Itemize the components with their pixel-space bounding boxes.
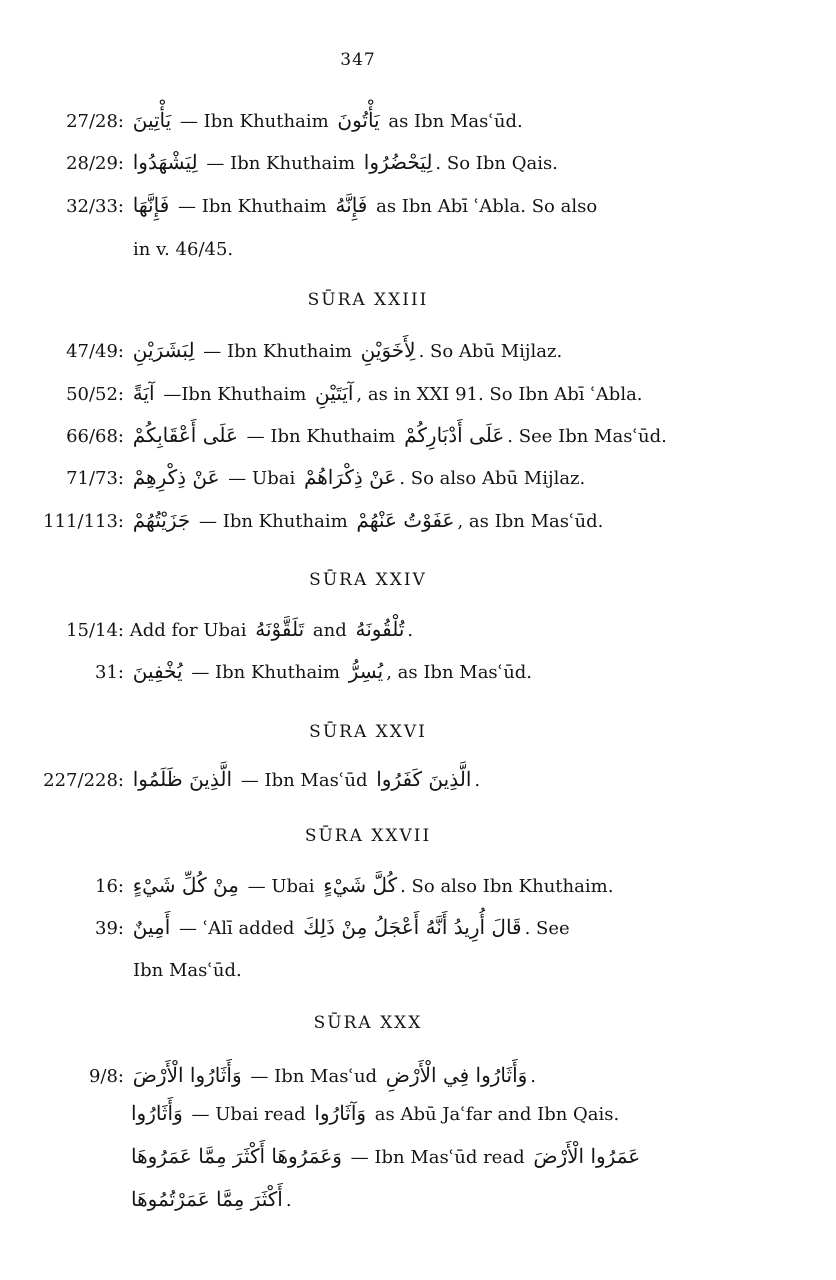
entry-text: . bbox=[530, 1066, 537, 1087]
entry-text: . So Ibn Qais. bbox=[435, 153, 558, 174]
arabic-variant: تُلْقُونَهُ bbox=[355, 617, 405, 641]
entry-text: . So Abū Mijlaz. bbox=[418, 341, 563, 362]
arabic-variant: لِيَحْضُرُوا bbox=[363, 150, 433, 174]
entry-text: — Ibn Masʿūd bbox=[235, 770, 374, 791]
entry-line bbox=[58, 462, 585, 492]
entry-text: as Abū Jaʿfar and Ibn Qais. bbox=[369, 1104, 620, 1125]
verse-ref: 16: bbox=[95, 876, 124, 897]
arabic-variant: وَآثَارُوا bbox=[314, 1101, 367, 1125]
arabic-reading: وَأَثَارُوا bbox=[131, 1101, 183, 1125]
arabic-variant: آيَتَيْنِ bbox=[315, 381, 354, 405]
arabic-variant: يَأْتُونَ bbox=[337, 108, 380, 132]
entry-text: , as in XXI 91. So Ibn Abī ʿAbla. bbox=[356, 384, 643, 405]
verse-ref: 28/29: bbox=[66, 153, 124, 174]
entry-text: — Ibn Masʿud bbox=[244, 1066, 383, 1087]
verse-ref: 111/113: bbox=[43, 511, 124, 532]
arabic-variant: كُلَّ شَيْءٍ bbox=[323, 873, 398, 897]
arabic-reading: عَنْ ذِكْرِهِمْ bbox=[132, 465, 220, 489]
sura-heading: SŪRA XXVII bbox=[304, 826, 432, 846]
arabic-reading: لِيَشْهَدُوا bbox=[132, 150, 198, 174]
arabic-reading: وَأَثَارُوا الْأَرْضَ bbox=[132, 1063, 242, 1087]
entry-text: — Ibn Khuthaim bbox=[193, 511, 354, 532]
entry-text: — Ibn Khuthaim bbox=[240, 426, 402, 447]
entry-text: — Ibn Masʿūd read bbox=[344, 1147, 531, 1168]
arabic-variant: يُسِرُّ bbox=[348, 659, 384, 683]
arabic-reading: الَّذِينَ ظَلَمُوا bbox=[132, 767, 233, 791]
verse-ref: 47/49: bbox=[66, 341, 124, 362]
entry-text: . bbox=[407, 620, 414, 641]
sura-heading: SŪRA XXVI bbox=[309, 722, 427, 742]
sura-heading: SŪRA XXIV bbox=[309, 570, 427, 590]
entry-line bbox=[58, 870, 613, 900]
arabic-reading: أَمِينٌ bbox=[132, 915, 171, 939]
entry-text: and bbox=[307, 620, 353, 641]
entry-line bbox=[40, 505, 603, 535]
entry-text: — Ubai read bbox=[185, 1104, 312, 1125]
arabic-variant: عَفَوْتُ عَنْهُمْ bbox=[356, 508, 455, 532]
entry-line bbox=[128, 1098, 619, 1128]
arabic-variant: لِأَخَوَيْنِ bbox=[360, 338, 416, 362]
verse-ref: 71/73: bbox=[66, 468, 124, 489]
entry-text: . See bbox=[524, 918, 570, 939]
entry-line bbox=[58, 190, 597, 220]
arabic-reading: آيَةً bbox=[132, 381, 155, 405]
entry-text: Add for Ubai bbox=[129, 620, 253, 641]
arabic-reading: لِبَشَرَيْنِ bbox=[132, 338, 195, 362]
entry-line bbox=[40, 764, 480, 794]
entry-line bbox=[58, 656, 532, 686]
verse-ref: 31: bbox=[95, 662, 124, 683]
entry-line bbox=[58, 614, 413, 644]
entry-text: — ʿAlī added bbox=[173, 918, 301, 939]
arabic-variant: عَمَرُوا الْأَرْضَ bbox=[533, 1144, 641, 1168]
entry-text: — Ibn Khuthaim bbox=[200, 153, 361, 174]
entry-text: . bbox=[285, 1190, 292, 1211]
entry-line bbox=[128, 1141, 643, 1171]
arabic-reading: وَعَمَرُوهَا أَكْثَرَ مِمَّا عَمَرُوهَا bbox=[131, 1144, 342, 1168]
entry-line bbox=[58, 105, 523, 135]
verse-ref: 66/68: bbox=[66, 426, 124, 447]
arabic-reading: فَإِنَّهَا bbox=[132, 193, 170, 217]
entry-text: — Ubai bbox=[241, 876, 321, 897]
arabic-variant: الَّذِينَ كَفَرُوا bbox=[376, 767, 472, 791]
entry-text: — Ibn Khuthaim bbox=[197, 341, 358, 362]
verse-ref: 32/33: bbox=[66, 196, 124, 217]
arabic-reading: يَأْتِينَ bbox=[132, 108, 172, 132]
sura-heading: SŪRA XXIII bbox=[307, 290, 429, 310]
continuation-text: Ibn Masʿūd. bbox=[133, 960, 242, 981]
entry-line bbox=[58, 1060, 536, 1090]
arabic-reading: عَلَى أَعْقَابِكُمْ bbox=[132, 423, 238, 447]
arabic-reading: أَكْثَرَ مِمَّا عَمَرْتُمُوهَا bbox=[131, 1187, 283, 1211]
entry-text: — Ubai bbox=[222, 468, 301, 489]
arabic-variant: عَنْ ذِكْرَاهُمْ bbox=[303, 465, 397, 489]
entry-text: . bbox=[474, 770, 481, 791]
entry-text: , as Ibn Masʿūd. bbox=[457, 511, 604, 532]
entry-line bbox=[58, 335, 562, 365]
entry-line bbox=[58, 147, 558, 177]
arabic-reading: مِنْ كُلِّ شَيْءٍ bbox=[132, 873, 239, 897]
entry-text: . So also Abū Mijlaz. bbox=[399, 468, 586, 489]
entry-line bbox=[58, 420, 667, 450]
entry-line bbox=[128, 1184, 292, 1214]
verse-ref: 50/52: bbox=[66, 384, 124, 405]
continuation-text: in v. 46/45. bbox=[133, 239, 234, 260]
entry-text: , as Ibn Masʿūd. bbox=[386, 662, 533, 683]
arabic-reading: جَزَيْتُهُمْ bbox=[132, 508, 191, 532]
entry-line bbox=[58, 912, 570, 942]
verse-ref: 39: bbox=[95, 918, 124, 939]
verse-ref: 27/28: bbox=[66, 111, 124, 132]
entry-text: . So also Ibn Khuthaim. bbox=[400, 876, 614, 897]
arabic-variant: وَأَثَارُوا فِي الْأَرْضِ bbox=[385, 1063, 528, 1087]
verse-ref: 9/8: bbox=[88, 1066, 124, 1087]
arabic-variant: فَإِنَّهُ bbox=[335, 193, 368, 217]
arabic-variant: قَالَ أُرِيدُ أَنَّهُ أَعْجَلُ مِنْ ذَلِكَ bbox=[303, 915, 522, 939]
entry-text: . See Ibn Masʿūd. bbox=[507, 426, 667, 447]
entry-text: —Ibn Khuthaim bbox=[157, 384, 312, 405]
entry-text: as Ibn Masʿūd. bbox=[382, 111, 523, 132]
sura-heading: SŪRA XXX bbox=[313, 1013, 423, 1033]
arabic-variant: عَلَى أَدْبَارِكُمْ bbox=[404, 423, 505, 447]
arabic-reading: يُخْفِينَ bbox=[132, 659, 183, 683]
entry-text: — Ibn Khuthaim bbox=[185, 662, 346, 683]
entry-text: — Ibn Khuthaim bbox=[174, 111, 335, 132]
entry-line bbox=[58, 378, 643, 408]
arabic-variant: تَلَقَّوْنَهُ bbox=[255, 617, 305, 641]
page-number: 347 bbox=[340, 50, 376, 70]
verse-ref: 15/14: bbox=[66, 620, 124, 641]
entry-text: as Ibn Abī ʿAbla. So also bbox=[370, 196, 598, 217]
entry-text: — Ibn Khuthaim bbox=[172, 196, 333, 217]
verse-ref: 227/228: bbox=[43, 770, 124, 791]
